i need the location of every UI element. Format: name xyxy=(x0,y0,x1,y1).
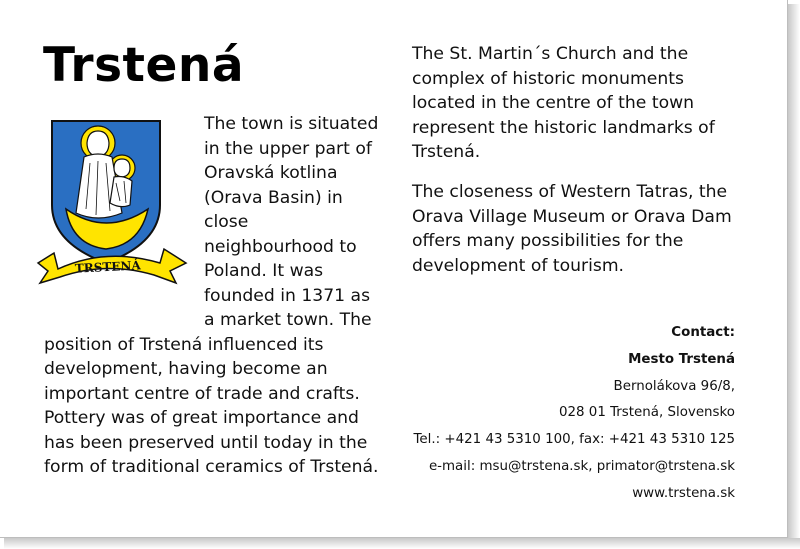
left-paragraph-text: The town is situated in the upper part of Oravská kotlina (Orava Basin) in close neighbourhood to Poland. It was founded in 1371 as a market town. The position of Trstená influenced its development, having become an important centre of trade and crafts. Pottery was of great importance and has been preserved until today in the form of traditional ceramics of Trstená. xyxy=(44,114,379,477)
contact-web: www.trstena.sk xyxy=(632,485,735,501)
ribbon-text: TRSTENÁ xyxy=(74,258,142,276)
page-title: Trstená xyxy=(43,38,245,93)
description-paragraph-right-1: The St. Martin´s Church and the complex of historic monuments located in the centre of the town represent the historic landmarks of Trstená. xyxy=(412,44,715,162)
contact-block xyxy=(414,320,735,508)
coat-float-spacer xyxy=(44,112,204,310)
contact-city: 028 01 Trstená, Slovensko xyxy=(558,405,735,421)
card-shadow-right xyxy=(788,4,800,549)
description-paragraph-right-2: The closeness of Western Tatras, the Orava Village Museum or Orava Dam offers many possibilities for the development of tourism. xyxy=(412,182,732,276)
contact-organization: Mesto Trstená xyxy=(628,351,735,367)
card-shadow-bottom xyxy=(4,538,800,549)
description-paragraph-left xyxy=(44,112,379,480)
contact-heading: Contact: xyxy=(671,325,735,340)
contact-phone-fax: Tel.: +421 43 5310 100, fax: +421 43 5310 125 xyxy=(413,432,735,448)
contact-email: e-mail: msu@trstena.sk, primator@trstena.sk xyxy=(428,458,735,474)
contact-street: Bernolákova 96/8, xyxy=(613,378,735,394)
